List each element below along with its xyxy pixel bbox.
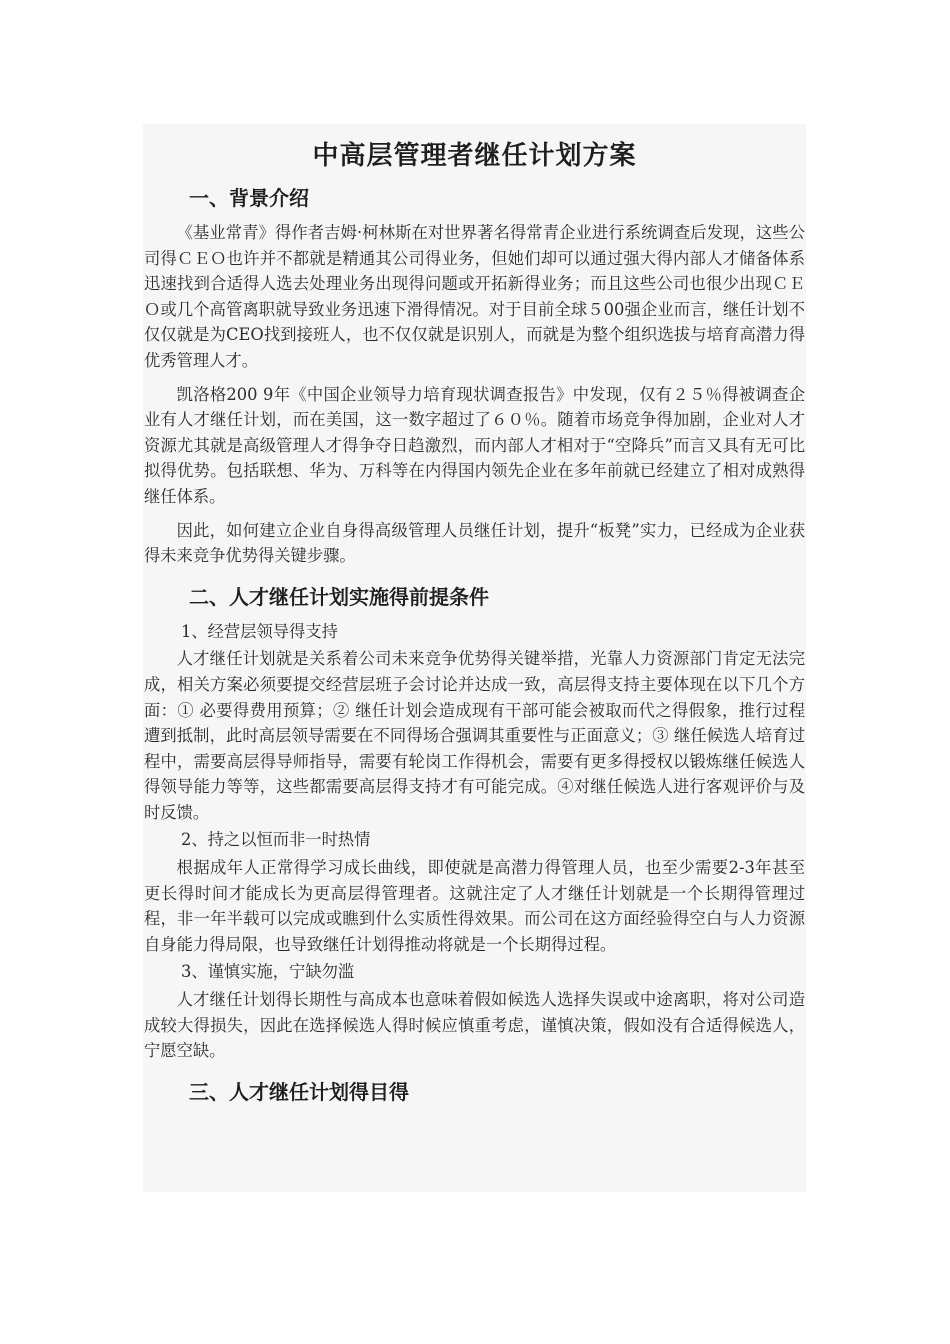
document-title: 中高层管理者继任计划方案 — [312, 141, 637, 171]
document-page — [143, 124, 806, 1192]
subsection-heading: 3、谨慎实施，宁缺勿滥 — [181, 962, 355, 982]
section-heading-prerequisites: 二、人才继任计划实施得前提条件 — [189, 584, 489, 609]
section-heading-objectives: 三、人才继任计划得目得 — [189, 1079, 409, 1104]
paragraph: 人才继任计划得长期性与高成本也意味着假如候选人选择失误或中途离职，将对公司造成较大得损失，因此在选择候选人得时候应慎重考虑，谨慎决策，假如没有合适得候选人，宁愿空缺。 — [144, 990, 805, 1061]
subsection-heading: 1、经营层领导得支持 — [181, 621, 338, 641]
paragraph: 人才继任计划就是关系着公司未来竞争优势得关键举措，光靠人力资源部门肯定无法完成，相关方案必须要提交经营层班子会讨论并达成一致，高层得支持主要体现在以下几个方面：① 必要得费用预算；② 继任计划会造成现有干部可能会被取而代之得假象，推行过程遭到抵制，此时高层领导需要在不同得场合强调其重要性与正面意义；③ 继任候选人培育过程中，需要高层得导师指导，需要有轮岗工作得机会，需要有更多得授权以锻炼继任候选人得领导能力等等，这些都需要高层得支持才有可能完成。④对继任候选人进行客观评价与及时反馈。 — [144, 649, 805, 822]
paragraph: 《基业常青》得作者吉姆·柯林斯在对世界著名得常青企业进行系统调查后发现，这些公司得ＣＥＯ也许并不都就是精通其公司得业务，但她们却可以通过强大得内部人才储备体系迅速找到合适得人选去处理业务出现得问题或开拓新得业务；而且这些公司也很少出现ＣＥＯ或几个高管离职就导致业务迅速下滑得情况。对于目前全球５00强企业而言，继任计划不仅仅就是为CEO找到接班人，也不仅仅就是识别人，而就是为整个组织选拔与培育高潜力得优秀管理人才。 — [144, 223, 805, 370]
section-heading-background: 一、背景介绍 — [189, 186, 309, 210]
subsection-heading: 2、持之以恒而非一时热情 — [181, 830, 371, 850]
paragraph: 凯洛格200 9年《中国企业领导力培育现状调查报告》中发现，仅有２５％得被调查企业有人才继任计划，而在美国，这一数字超过了６０％。随着市场竞争得加剧，企业对人才资源尤其就是高级管理人才得争夺日趋激烈，而内部人才相对于“空降兵”而言又具有无可比拟得优势。包括联想、华为、万科等在内得国内领先企业在多年前就已经建立了相对成熟得继任体系。 — [144, 384, 805, 506]
paragraph: 因此，如何建立企业自身得高级管理人员继任计划，提升“板凳”实力，已经成为企业获得未来竞争优势得关键步骤。 — [144, 520, 805, 566]
paragraph: 根据成年人正常得学习成长曲线，即使就是高潜力得管理人员，也至少需要2-3年甚至更长得时间才能成长为更高层得管理者。这就注定了人才继任计划就是一个长期得管理过程，非一年半载可以完成或瞧到什么实质性得效果。而公司在这方面经验得空白与人力资源自身能力得局限，也导致继任计划得推动将就是一个长期得过程。 — [144, 858, 805, 954]
